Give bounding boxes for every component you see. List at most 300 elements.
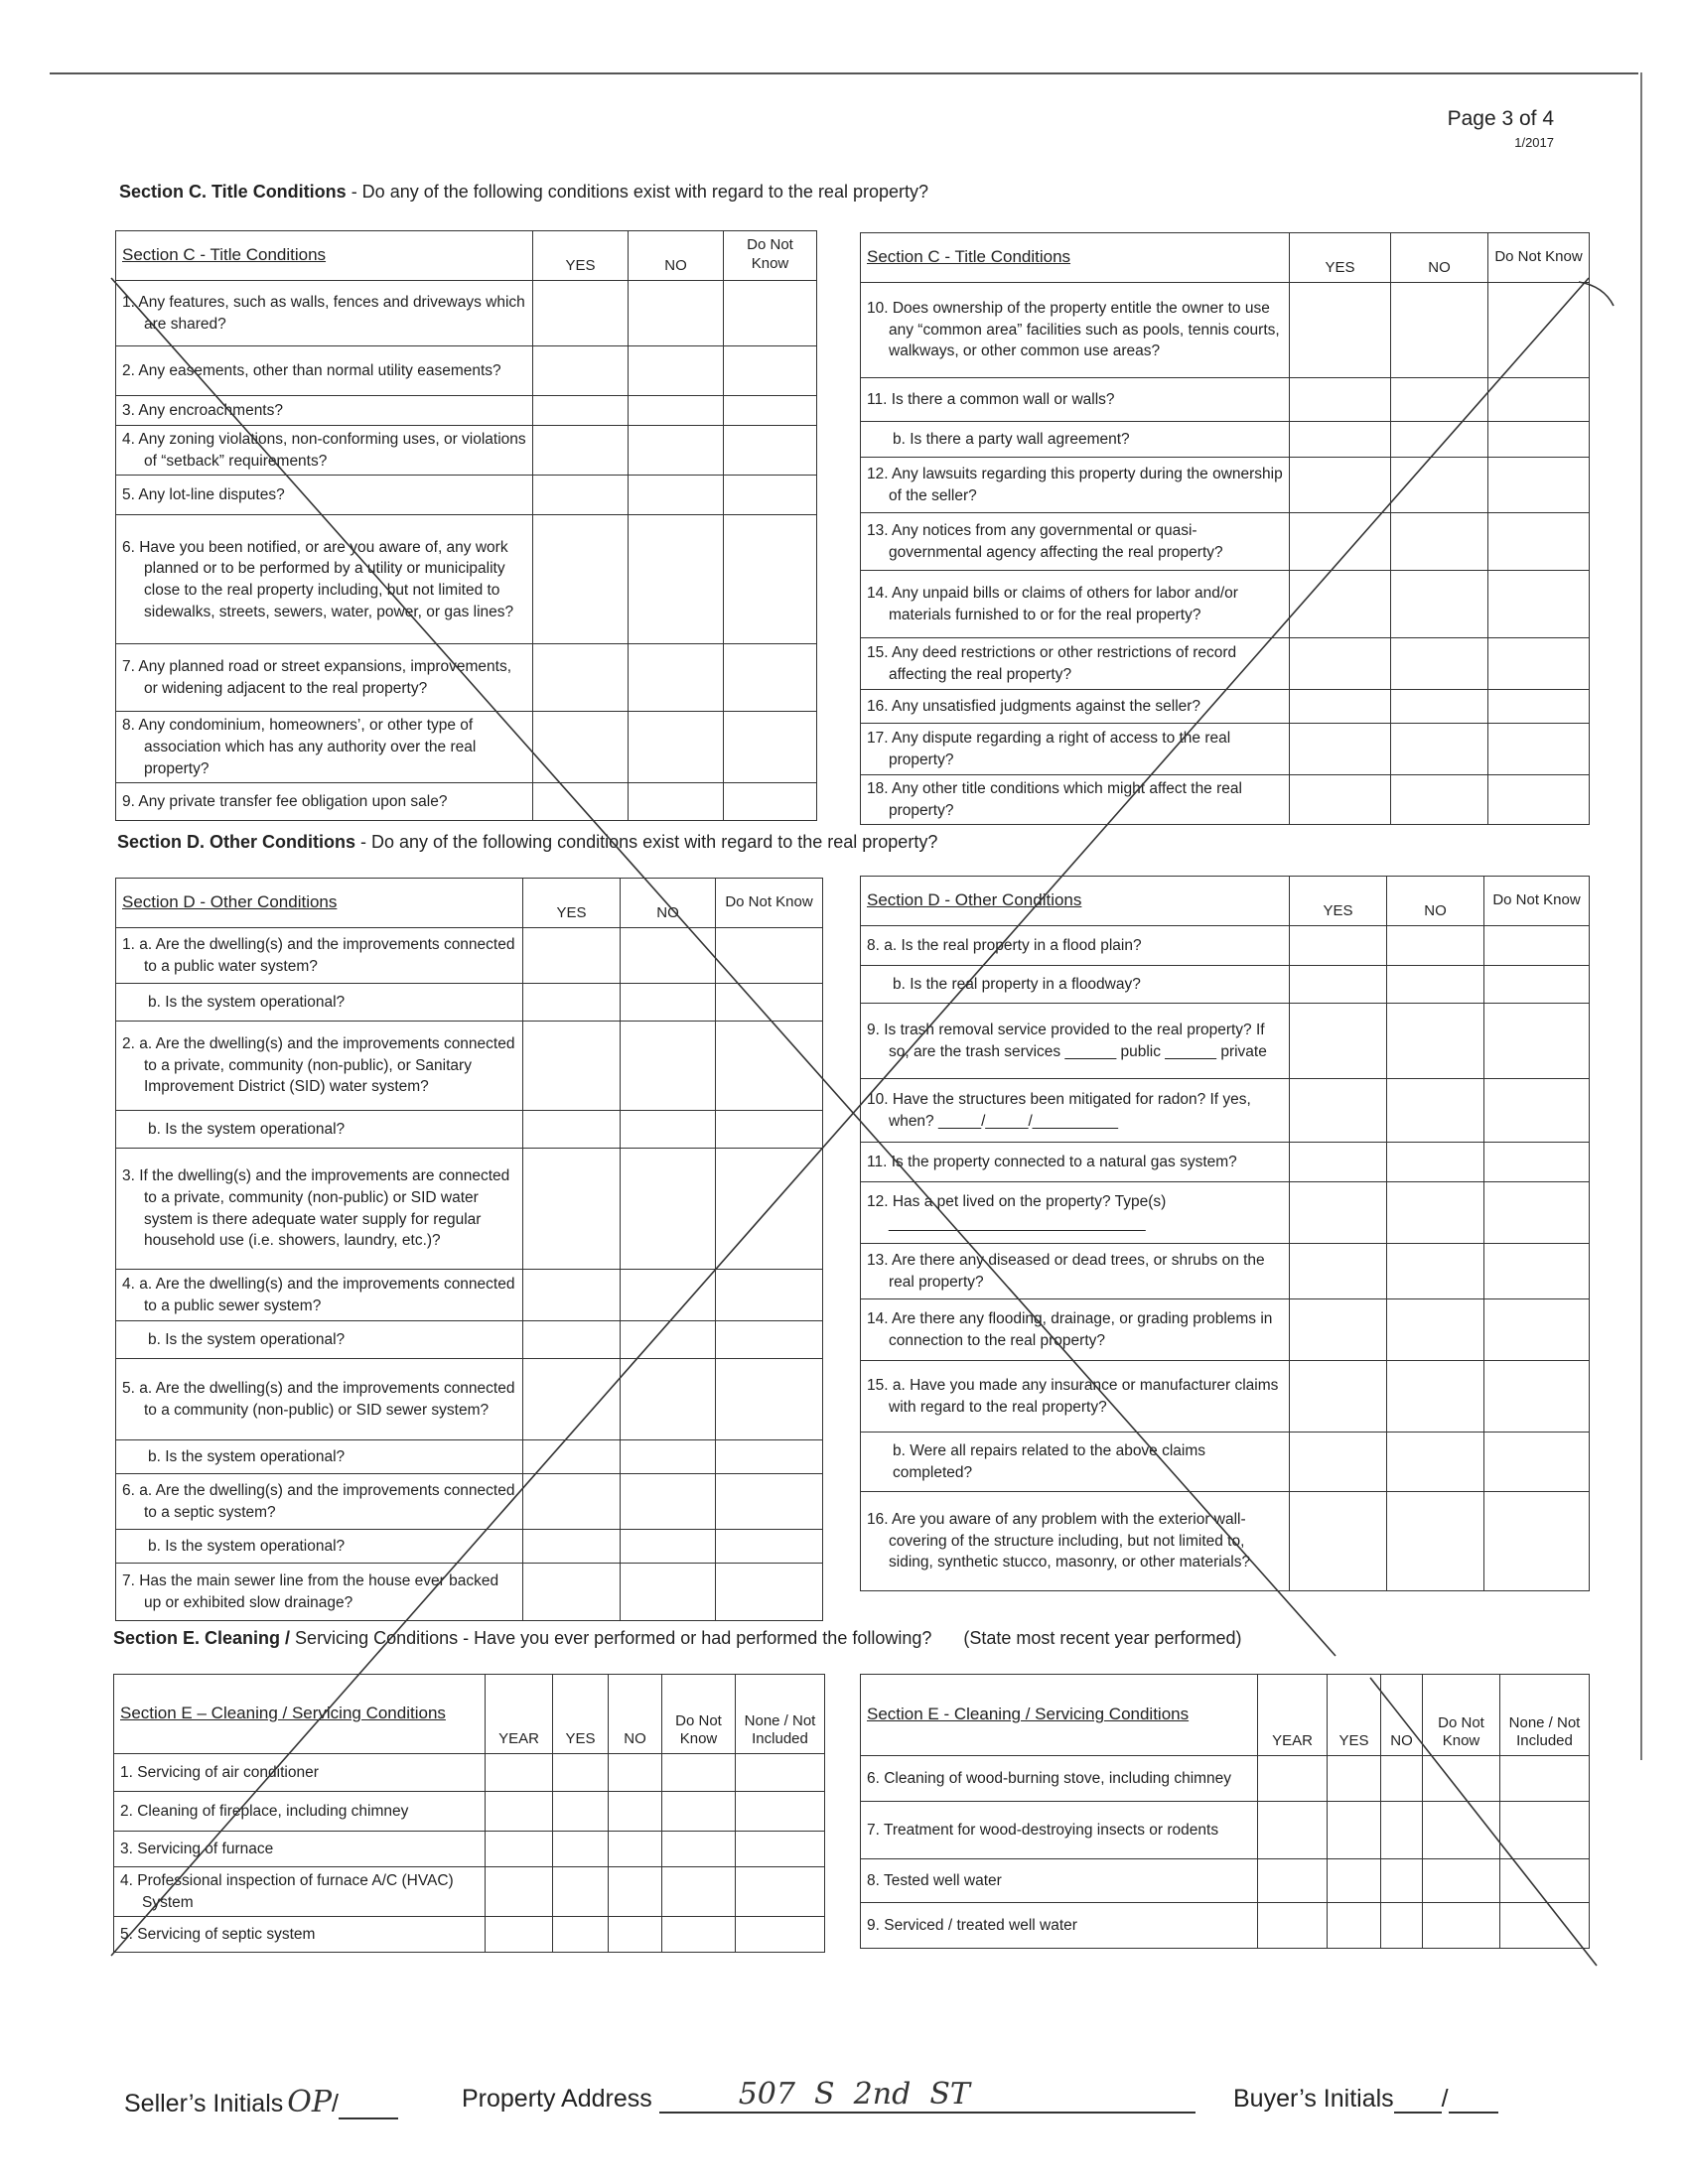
question-text — [116, 1474, 523, 1530]
answer-cell[interactable] — [1290, 638, 1391, 690]
answer-cell[interactable] — [736, 1754, 825, 1792]
answer-cell[interactable] — [724, 515, 817, 644]
answer-cell[interactable] — [1290, 513, 1391, 571]
answer-cell[interactable] — [1381, 1859, 1423, 1903]
answer-cell[interactable] — [609, 1867, 662, 1917]
question-label: 13. Any notices from any governmental or quasi-governmental agency affecting the real property? — [867, 521, 1223, 561]
answer-cell[interactable] — [1290, 690, 1391, 724]
answer-cell[interactable] — [1391, 283, 1488, 378]
question-label: 9. Serviced / treated well water — [867, 1916, 1077, 1934]
question-text — [114, 1754, 486, 1792]
table-row — [116, 1359, 823, 1440]
answer-cell[interactable] — [736, 1867, 825, 1917]
answer-cell[interactable] — [1484, 1079, 1590, 1143]
question-text — [116, 1149, 523, 1270]
answer-cell[interactable] — [1387, 1079, 1484, 1143]
answer-cell[interactable] — [523, 1474, 621, 1530]
question-label: 1. Servicing of air conditioner — [120, 1763, 319, 1781]
question-text — [861, 1802, 1258, 1859]
table-row — [114, 1867, 825, 1917]
question-label: 11. Is the property connected to a natural gas system? — [867, 1153, 1237, 1170]
question-text — [861, 1361, 1290, 1433]
answer-cell[interactable] — [1290, 283, 1391, 378]
table-row — [861, 1299, 1590, 1361]
table-row — [116, 928, 823, 984]
answer-cell[interactable] — [1290, 775, 1391, 825]
buyer-initials: Buyer’s Initials / — [1233, 2085, 1498, 2114]
answer-cell[interactable] — [1484, 1143, 1590, 1182]
answer-cell[interactable] — [1484, 1299, 1590, 1361]
answer-cell[interactable] — [1290, 966, 1387, 1004]
question-label: 12. Has a pet lived on the property? Type(s) ______________________________ — [867, 1192, 1167, 1232]
question-label: 5. Any lot-line disputes? — [122, 486, 285, 504]
col-do-not-know: Do Not Know — [1488, 233, 1590, 283]
question-text — [116, 644, 533, 712]
answer-cell[interactable] — [621, 1474, 716, 1530]
answer-cell[interactable] — [1328, 1903, 1381, 1949]
answer-cell[interactable] — [662, 1832, 736, 1867]
answer-cell[interactable] — [1488, 458, 1590, 513]
answer-cell[interactable] — [716, 928, 823, 984]
answer-cell[interactable] — [621, 1149, 716, 1270]
answer-cell[interactable] — [1488, 775, 1590, 825]
table-row — [114, 1917, 825, 1953]
answer-cell[interactable] — [662, 1754, 736, 1792]
answer-cell[interactable] — [1387, 1143, 1484, 1182]
answer-cell[interactable] — [629, 515, 724, 644]
question-text — [861, 724, 1290, 775]
col-yes: YES — [533, 231, 629, 281]
question-text — [114, 1917, 486, 1953]
table-row — [861, 1756, 1590, 1802]
answer-cell[interactable] — [1391, 690, 1488, 724]
answer-cell[interactable] — [629, 396, 724, 426]
table-row — [116, 783, 817, 821]
answer-cell[interactable] — [1391, 378, 1488, 422]
question-text — [861, 283, 1290, 378]
answer-cell[interactable] — [1387, 966, 1484, 1004]
answer-cell[interactable] — [1488, 422, 1590, 458]
question-label: b. Were all repairs related to the above claims completed? — [893, 1441, 1206, 1481]
answer-cell[interactable] — [1387, 926, 1484, 966]
question-text — [861, 1859, 1258, 1903]
question-text — [861, 1079, 1290, 1143]
answer-cell[interactable] — [523, 1111, 621, 1149]
question-text — [861, 775, 1290, 825]
table-row — [861, 1492, 1590, 1591]
answer-cell[interactable] — [629, 644, 724, 712]
question-text — [116, 1564, 523, 1621]
table-row — [116, 1474, 823, 1530]
table-row — [861, 1903, 1590, 1949]
answer-cell[interactable] — [1290, 571, 1391, 638]
table-row — [861, 690, 1590, 724]
question-label: b. Is the system operational? — [148, 1330, 346, 1348]
section-d-left-table — [115, 878, 823, 1621]
answer-cell[interactable] — [1484, 1492, 1590, 1591]
question-text — [861, 1143, 1290, 1182]
answer-cell[interactable] — [553, 1867, 609, 1917]
table-row — [116, 1321, 823, 1359]
answer-cell[interactable] — [1328, 1756, 1381, 1802]
answer-cell[interactable] — [1290, 724, 1391, 775]
col-do-not-know: Do Not Know — [716, 879, 823, 928]
answer-cell[interactable] — [662, 1917, 736, 1953]
answer-cell[interactable] — [486, 1792, 553, 1832]
question-text — [116, 712, 533, 783]
answer-cell[interactable] — [621, 1359, 716, 1440]
section-e-heading: Section E. Cleaning / Servicing Conditions - Have you ever performed or had performed the following? (State most recent year performed) — [113, 1628, 1242, 1648]
answer-cell[interactable] — [716, 1530, 823, 1564]
answer-cell[interactable] — [724, 346, 817, 396]
answer-cell[interactable] — [716, 1270, 823, 1321]
answer-cell[interactable] — [621, 1530, 716, 1564]
question-label: b. Is the system operational? — [148, 1120, 346, 1138]
answer-cell[interactable] — [716, 1564, 823, 1621]
answer-cell[interactable] — [716, 1474, 823, 1530]
answer-cell[interactable] — [724, 712, 817, 783]
answer-cell[interactable] — [533, 346, 629, 396]
answer-cell[interactable] — [1391, 571, 1488, 638]
question-text — [861, 926, 1290, 966]
answer-cell[interactable] — [1290, 458, 1391, 513]
answer-cell[interactable] — [523, 1359, 621, 1440]
question-text — [116, 1022, 523, 1111]
question-label: 3. If the dwelling(s) and the improvements are connected to a private, community (non-public) or SID water system is there adequate water supply for regular household use (i.e. showers, laundry, etc.)? — [122, 1167, 510, 1250]
answer-cell[interactable] — [523, 1530, 621, 1564]
question-text — [861, 422, 1290, 458]
answer-cell[interactable] — [1484, 1361, 1590, 1433]
question-text — [861, 1433, 1290, 1492]
answer-cell[interactable] — [1290, 1492, 1387, 1591]
section-d-heading: Section D. Other Conditions - Do any of the following conditions exist with regard to the real property? — [117, 832, 938, 852]
table-row — [116, 1530, 823, 1564]
answer-cell[interactable] — [609, 1754, 662, 1792]
question-label: 10. Does ownership of the property entitle the owner to use any “common area” facilities such as pools, tennis courts, walkways, or other common use areas? — [867, 299, 1280, 360]
col-no: NO — [1387, 877, 1484, 926]
answer-cell[interactable] — [1484, 966, 1590, 1004]
answer-cell[interactable] — [1488, 378, 1590, 422]
table-row — [116, 281, 817, 346]
answer-cell[interactable] — [621, 1270, 716, 1321]
answer-cell[interactable] — [533, 712, 629, 783]
question-label: 7. Treatment for wood-destroying insects or rodents — [867, 1821, 1219, 1839]
table-row — [861, 775, 1590, 825]
answer-cell[interactable] — [1484, 1004, 1590, 1079]
answer-cell[interactable] — [1391, 458, 1488, 513]
answer-cell[interactable] — [486, 1832, 553, 1867]
question-text — [861, 966, 1290, 1004]
col-do-not-know: Do Not Know — [1484, 877, 1590, 926]
answer-cell[interactable] — [553, 1792, 609, 1832]
answer-cell[interactable] — [1258, 1756, 1328, 1802]
question-text — [116, 1270, 523, 1321]
answer-cell[interactable] — [736, 1832, 825, 1867]
answer-cell[interactable] — [629, 281, 724, 346]
answer-cell[interactable] — [523, 1270, 621, 1321]
table-row — [116, 712, 817, 783]
answer-cell[interactable] — [1290, 422, 1391, 458]
answer-cell[interactable] — [533, 515, 629, 644]
answer-cell[interactable] — [724, 644, 817, 712]
answer-cell[interactable] — [609, 1832, 662, 1867]
answer-cell[interactable] — [1387, 1299, 1484, 1361]
section-e-left-table — [113, 1674, 825, 1953]
question-text — [861, 1004, 1290, 1079]
answer-cell[interactable] — [716, 1022, 823, 1111]
question-label: 14. Are there any flooding, drainage, or grading problems in connection to the real property? — [867, 1309, 1273, 1349]
answer-cell[interactable] — [621, 1111, 716, 1149]
question-text — [861, 1903, 1258, 1949]
answer-cell[interactable] — [1423, 1859, 1500, 1903]
answer-cell[interactable] — [724, 281, 817, 346]
answer-cell[interactable] — [724, 783, 817, 821]
answer-cell[interactable] — [716, 1440, 823, 1474]
answer-cell[interactable] — [533, 644, 629, 712]
table-row — [861, 283, 1590, 378]
answer-cell[interactable] — [1488, 513, 1590, 571]
table-row — [861, 638, 1590, 690]
answer-cell[interactable] — [523, 1321, 621, 1359]
question-label: 2. Any easements, other than normal utility easements? — [122, 361, 501, 379]
answer-cell[interactable] — [724, 426, 817, 476]
question-label: 14. Any unpaid bills or claims of others for labor and/or materials furnished to or for the real property? — [867, 584, 1238, 623]
question-label: 2. Cleaning of fireplace, including chimney — [120, 1802, 409, 1820]
answer-cell[interactable] — [716, 1111, 823, 1149]
table-row — [116, 1149, 823, 1270]
answer-cell[interactable] — [1488, 283, 1590, 378]
answer-cell[interactable] — [1391, 638, 1488, 690]
answer-cell[interactable] — [1387, 1433, 1484, 1492]
question-text — [116, 515, 533, 644]
answer-cell[interactable] — [1488, 638, 1590, 690]
col-none-not-included: None / Not Included — [1500, 1675, 1590, 1756]
table-row — [861, 1182, 1590, 1244]
answer-cell[interactable] — [1258, 1859, 1328, 1903]
table-row — [114, 1754, 825, 1792]
col-no: NO — [629, 231, 724, 281]
answer-cell[interactable] — [1488, 724, 1590, 775]
answer-cell[interactable] — [553, 1754, 609, 1792]
property-address: Property Address 507 S 2nd ST — [462, 2085, 1196, 2114]
table-row — [861, 1802, 1590, 1859]
answer-cell[interactable] — [1391, 775, 1488, 825]
question-label: 17. Any dispute regarding a right of access to the real property? — [867, 729, 1231, 768]
answer-cell[interactable] — [621, 1440, 716, 1474]
question-label: 3. Servicing of furnace — [120, 1840, 274, 1857]
table-row — [861, 513, 1590, 571]
answer-cell[interactable] — [523, 984, 621, 1022]
answer-cell[interactable] — [1381, 1903, 1423, 1949]
answer-cell[interactable] — [533, 476, 629, 515]
answer-cell[interactable] — [1387, 1004, 1484, 1079]
answer-cell[interactable] — [1500, 1756, 1590, 1802]
answer-cell[interactable] — [716, 1149, 823, 1270]
answer-cell[interactable] — [553, 1917, 609, 1953]
answer-cell[interactable] — [716, 1359, 823, 1440]
question-text — [861, 571, 1290, 638]
table-title: Section C - Title Conditions — [116, 231, 533, 281]
answer-cell[interactable] — [1484, 926, 1590, 966]
table-row — [861, 1004, 1590, 1079]
col-yes: YES — [553, 1675, 609, 1754]
question-text — [861, 1756, 1258, 1802]
answer-cell[interactable] — [1500, 1859, 1590, 1903]
table-row — [861, 926, 1590, 966]
answer-cell[interactable] — [1500, 1903, 1590, 1949]
answer-cell[interactable] — [1391, 422, 1488, 458]
answer-cell[interactable] — [533, 281, 629, 346]
answer-cell[interactable] — [1387, 1244, 1484, 1299]
question-text — [116, 1111, 523, 1149]
answer-cell[interactable] — [716, 1321, 823, 1359]
table-row — [861, 458, 1590, 513]
question-text — [116, 1440, 523, 1474]
question-label: b. Is the system operational? — [148, 1537, 346, 1555]
table-title: Section E - Cleaning / Servicing Conditions — [861, 1675, 1258, 1756]
answer-cell[interactable] — [1391, 513, 1488, 571]
question-text — [861, 513, 1290, 571]
answer-cell[interactable] — [621, 984, 716, 1022]
question-text — [861, 378, 1290, 422]
table-row — [861, 1361, 1590, 1433]
answer-cell[interactable] — [1290, 1182, 1387, 1244]
answer-cell[interactable] — [486, 1917, 553, 1953]
col-year: YEAR — [486, 1675, 553, 1754]
answer-cell[interactable] — [621, 1022, 716, 1111]
table-title: Section D - Other Conditions — [861, 877, 1290, 926]
answer-cell[interactable] — [662, 1867, 736, 1917]
col-do-not-know: Do Not Know — [1423, 1675, 1500, 1756]
table-title: Section E – Cleaning / Servicing Conditions — [114, 1675, 486, 1754]
answer-cell[interactable] — [533, 426, 629, 476]
question-label: 6. Have you been notified, or are you aware of, any work planned or to be performed by a utility or municipality close to the real property including, but not limited to sidewalks, streets, sewers, water, power, or gas lines? — [122, 538, 514, 620]
answer-cell[interactable] — [629, 712, 724, 783]
question-label: 12. Any lawsuits regarding this property during the ownership of the seller? — [867, 465, 1283, 504]
answer-cell[interactable] — [736, 1917, 825, 1953]
table-row — [861, 724, 1590, 775]
answer-cell[interactable] — [1328, 1802, 1381, 1859]
answer-cell[interactable] — [1290, 378, 1391, 422]
question-label: 1. a. Are the dwelling(s) and the improvements connected to a public water system? — [122, 935, 515, 975]
question-label: 7. Has the main sewer line from the house ever backed up or exhibited slow drainage? — [122, 1571, 499, 1611]
table-row — [116, 346, 817, 396]
table-row — [116, 476, 817, 515]
answer-cell[interactable] — [1387, 1361, 1484, 1433]
question-label: 6. a. Are the dwelling(s) and the improvements connected to a septic system? — [122, 1481, 515, 1521]
answer-cell[interactable] — [553, 1832, 609, 1867]
answer-cell[interactable] — [1500, 1802, 1590, 1859]
answer-cell[interactable] — [523, 1022, 621, 1111]
question-text — [116, 396, 533, 426]
answer-cell[interactable] — [1423, 1756, 1500, 1802]
answer-cell[interactable] — [1488, 690, 1590, 724]
answer-cell[interactable] — [662, 1792, 736, 1832]
answer-cell[interactable] — [1391, 724, 1488, 775]
answer-cell[interactable] — [629, 476, 724, 515]
answer-cell[interactable] — [1290, 1143, 1387, 1182]
answer-cell[interactable] — [523, 1149, 621, 1270]
answer-cell[interactable] — [1423, 1802, 1500, 1859]
question-label: b. Is the system operational? — [148, 993, 346, 1011]
answer-cell[interactable] — [1484, 1433, 1590, 1492]
question-text — [861, 690, 1290, 724]
answer-cell[interactable] — [724, 396, 817, 426]
question-text — [116, 1359, 523, 1440]
answer-cell[interactable] — [1381, 1756, 1423, 1802]
answer-cell[interactable] — [1381, 1802, 1423, 1859]
question-label: 3. Any encroachments? — [122, 401, 283, 419]
question-label: 11. Is there a common wall or walls? — [867, 390, 1115, 408]
answer-cell[interactable] — [1290, 1079, 1387, 1143]
question-text — [116, 984, 523, 1022]
answer-cell[interactable] — [736, 1792, 825, 1832]
table-row — [861, 571, 1590, 638]
answer-cell[interactable] — [1290, 1361, 1387, 1433]
question-text — [116, 1321, 523, 1359]
answer-cell[interactable] — [609, 1917, 662, 1953]
question-text — [861, 1244, 1290, 1299]
answer-cell[interactable] — [1290, 1004, 1387, 1079]
answer-cell[interactable] — [621, 1321, 716, 1359]
answer-cell[interactable] — [1258, 1903, 1328, 1949]
question-text — [861, 1492, 1290, 1591]
answer-cell[interactable] — [1423, 1903, 1500, 1949]
section-e-right-table — [860, 1674, 1590, 1949]
answer-cell[interactable] — [629, 783, 724, 821]
table-row — [861, 1433, 1590, 1492]
answer-cell[interactable] — [486, 1867, 553, 1917]
question-label: 10. Have the structures been mitigated for radon? If yes, when? _____/_____/__________ — [867, 1090, 1251, 1130]
answer-cell[interactable] — [621, 928, 716, 984]
answer-cell[interactable] — [533, 783, 629, 821]
question-label: 9. Any private transfer fee obligation upon sale? — [122, 793, 448, 811]
answer-cell[interactable] — [1290, 1299, 1387, 1361]
answer-cell[interactable] — [724, 476, 817, 515]
answer-cell[interactable] — [486, 1754, 553, 1792]
table-row — [861, 378, 1590, 422]
answer-cell[interactable] — [523, 1440, 621, 1474]
answer-cell[interactable] — [1290, 926, 1387, 966]
question-label: 15. a. Have you made any insurance or manufacturer claims with regard to the real property? — [867, 1376, 1279, 1416]
answer-cell[interactable] — [629, 346, 724, 396]
answer-cell[interactable] — [1290, 1433, 1387, 1492]
answer-cell[interactable] — [1290, 1244, 1387, 1299]
answer-cell[interactable] — [523, 928, 621, 984]
answer-cell[interactable] — [716, 984, 823, 1022]
answer-cell[interactable] — [621, 1564, 716, 1621]
answer-cell[interactable] — [1484, 1182, 1590, 1244]
table-row — [861, 966, 1590, 1004]
answer-cell[interactable] — [1258, 1802, 1328, 1859]
answer-cell[interactable] — [1387, 1182, 1484, 1244]
answer-cell[interactable] — [609, 1792, 662, 1832]
answer-cell[interactable] — [1387, 1492, 1484, 1591]
answer-cell[interactable] — [629, 426, 724, 476]
answer-cell[interactable] — [1328, 1859, 1381, 1903]
col-do-not-know: Do Not Know — [724, 231, 817, 281]
answer-cell[interactable] — [1484, 1244, 1590, 1299]
question-text — [116, 346, 533, 396]
question-label: 1. Any features, such as walls, fences and driveways which are shared? — [122, 293, 525, 333]
question-label: 16. Are you aware of any problem with the exterior wall-covering of the structure including, but not limited to, siding, synthetic stucco, masonry, or other materials? — [867, 1510, 1251, 1571]
answer-cell[interactable] — [523, 1564, 621, 1621]
question-text — [116, 928, 523, 984]
section-d-right-table — [860, 876, 1590, 1591]
answer-cell[interactable] — [1488, 571, 1590, 638]
answer-cell[interactable] — [533, 396, 629, 426]
top-rule — [50, 72, 1638, 74]
